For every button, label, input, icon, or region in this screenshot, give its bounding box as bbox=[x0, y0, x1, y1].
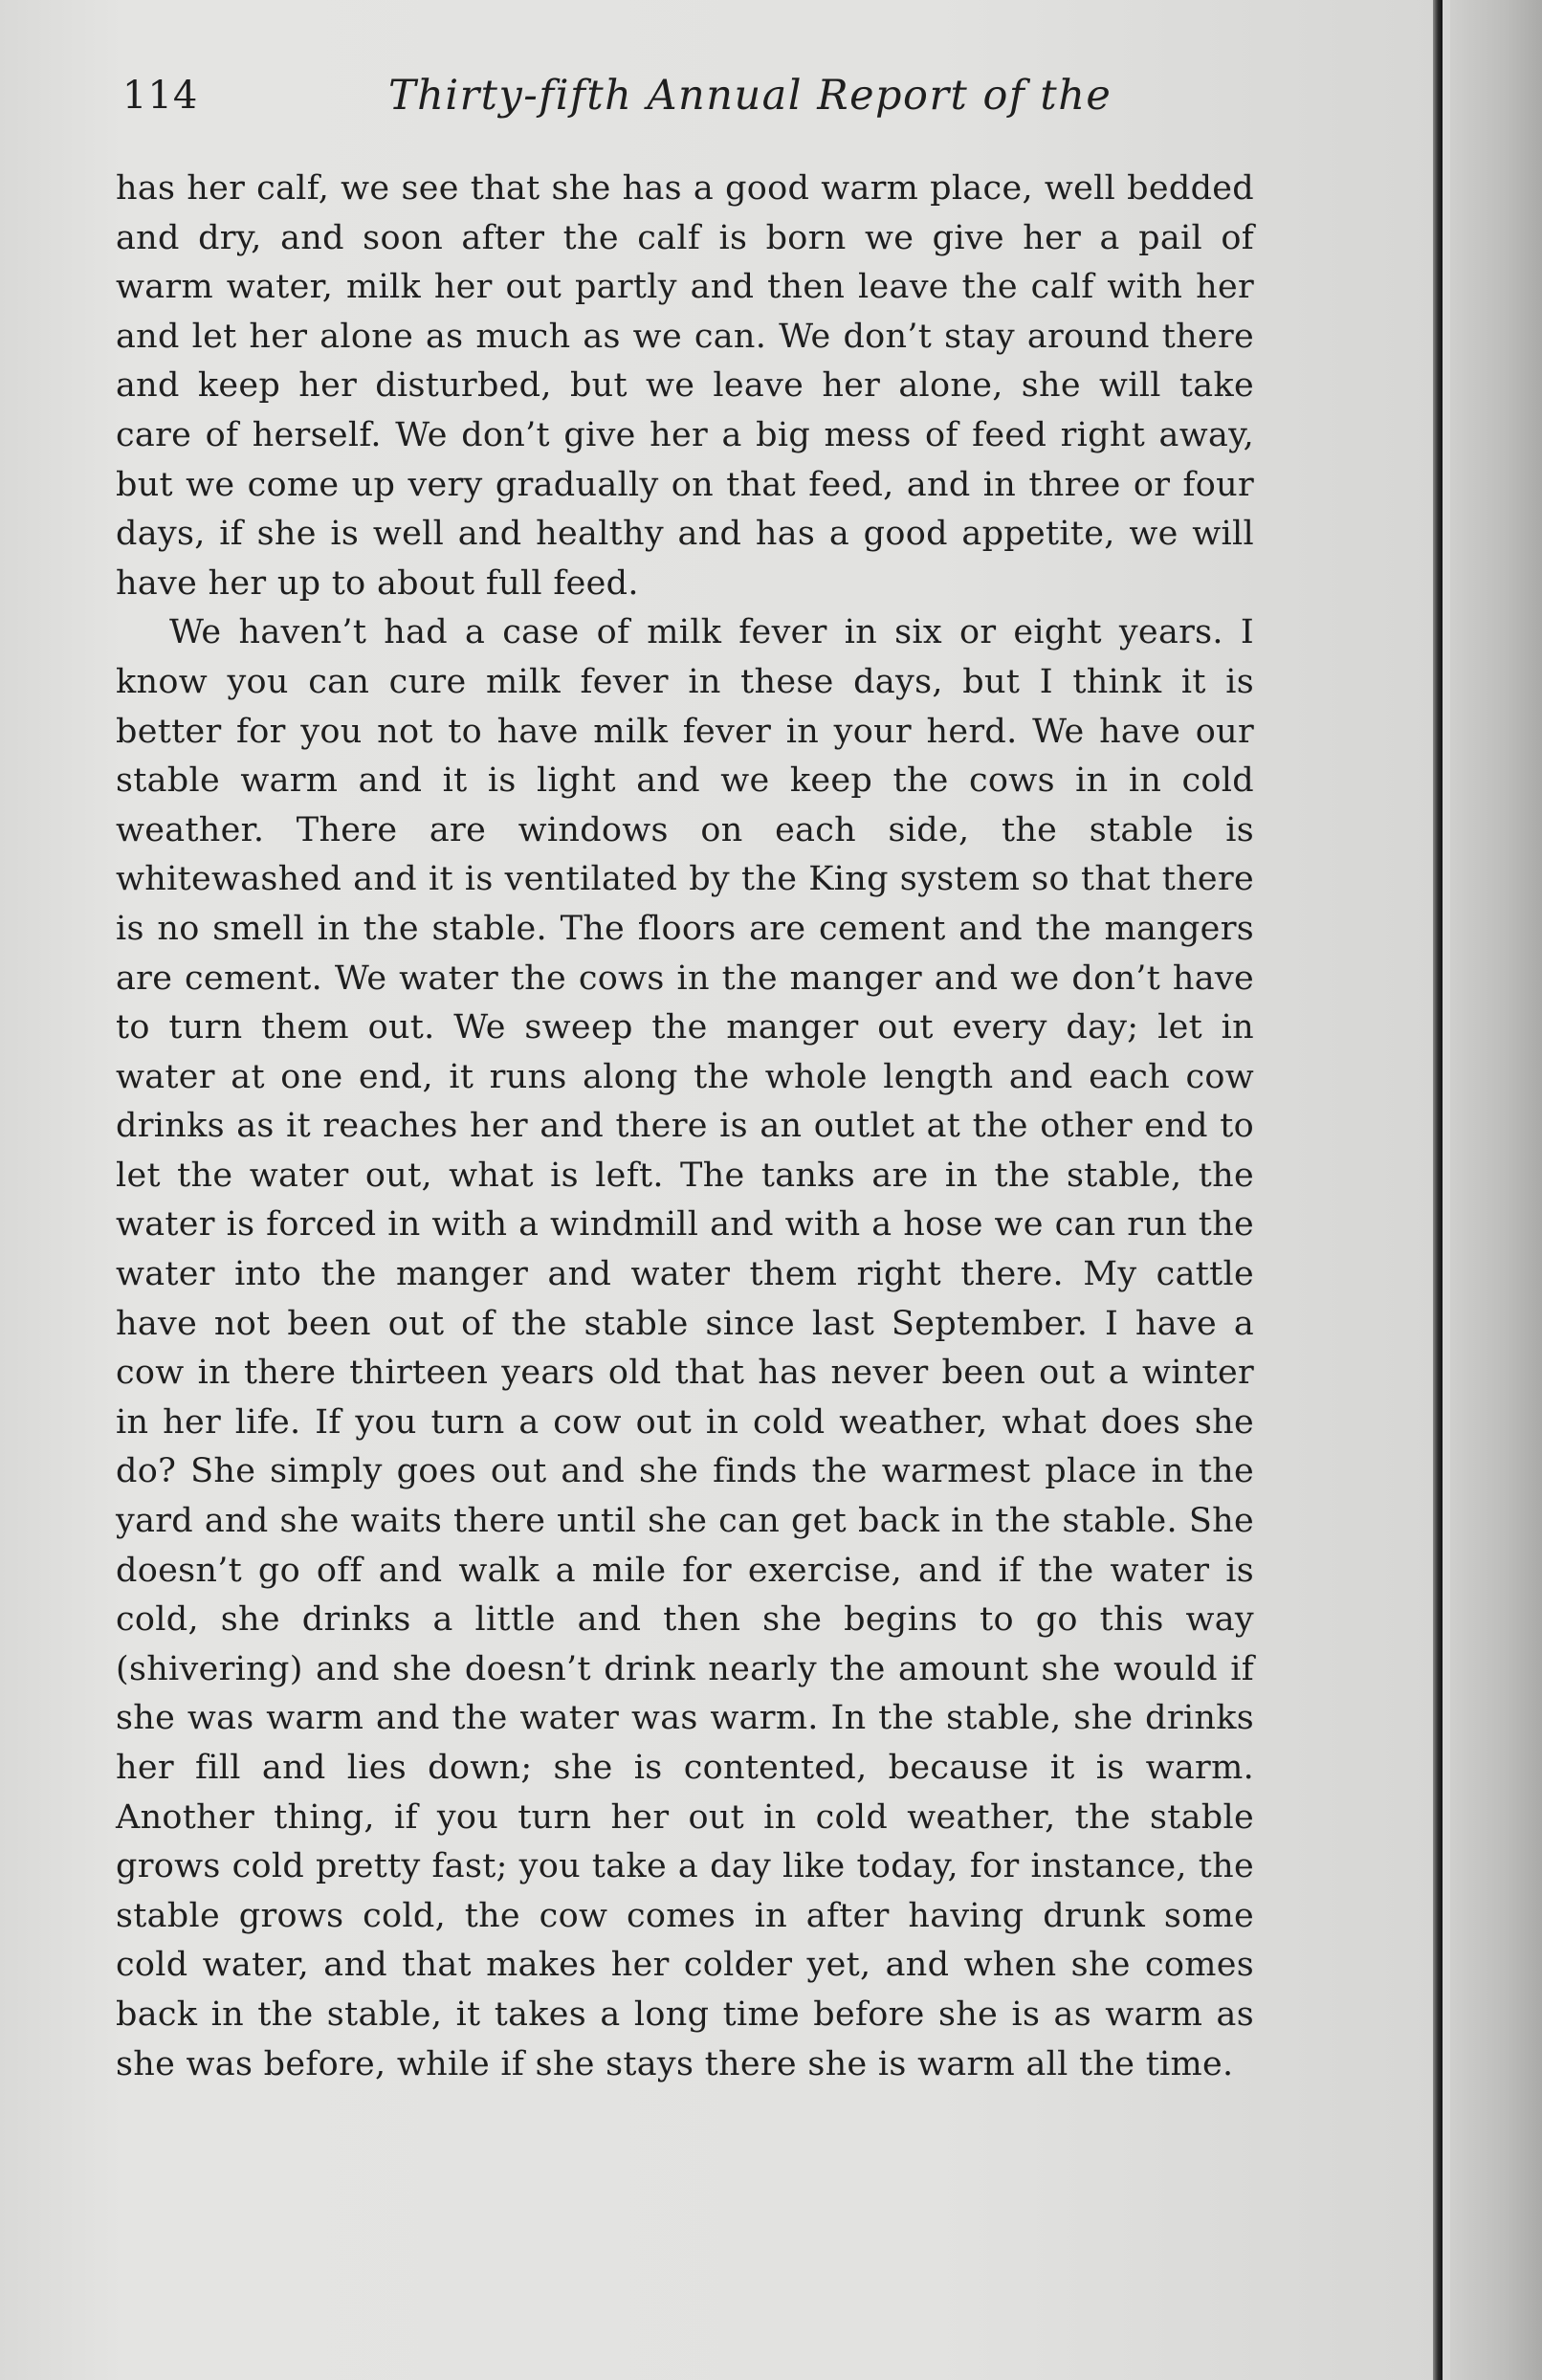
page-binding-edge bbox=[1450, 0, 1542, 2380]
paragraph-milk-fever: We haven’t had a case of milk fever in six or eight years. I know you can cure milk fever in these days, but I think it is better for you not to have milk fever in your herd. We have our stable warm and it is light and we keep the cows in in cold weather. There are windows on each side, the stable is whitewashed and it is ventilated by the King system so that there is no smell in the stable. The floors are cement and the mangers are cement. We water the cows in the manger and we don’t have to turn them out. We sweep the manger out every day; let in water at one end, it runs along the whole length and each cow drinks as it reaches her and there is an outlet at the other end to let the water out, what is left. The tanks are in the stable, the water is forced in with a windmill and with a hose we can run the water into the manger and water them right there. My cattle have not been out of the stable since last September. I have a cow in there thirteen years old that has never been out a winter in her life. If you turn a cow out in cold weather, what does she do? She simply goes out and she finds the warmest place in the yard and she waits there until she can get back in the stable. She doesn’t go off and walk a mile for exercise, and if the water is cold, she drinks a little and then she begins to go this way (shivering) and she doesn’t drink nearly the amount she would if she was warm and the water was warm. In the stable, she drinks her fill and lies down; she is contented, because it is warm. Another thing, if you turn her out in cold weather, the stable grows cold pretty fast; you take a day like today, for instance, the stable grows cold, the cow comes in after having drunk some cold water, and that makes her colder yet, and when she comes back in the stable, it takes a long time before she is as warm as she was before, while if she stays there she is warm all the time. bbox=[116, 613, 1254, 2083]
running-header bbox=[122, 67, 1261, 134]
page-number: 114 bbox=[122, 74, 199, 118]
binding-shadow bbox=[1433, 0, 1443, 2380]
running-title: Thirty-fifth Annual Report of the bbox=[388, 72, 1112, 120]
body-text bbox=[116, 165, 1254, 2089]
paragraph-continued: has her calf, we see that she has a good warm place, well bedded and dry, and soon after the calf is born we give her a pail of warm water, milk her out partly and then leave the calf with her and let her alone as much as we can. We don’t stay around there and keep her disturbed, but we leave her alone, she will take care of herself. We don’t give her a big mess of feed right away, but we come up very gradually on that feed, and in three or four days, if she is well and healthy and has a good appetite, we will have her up to about full feed. bbox=[116, 169, 1254, 603]
